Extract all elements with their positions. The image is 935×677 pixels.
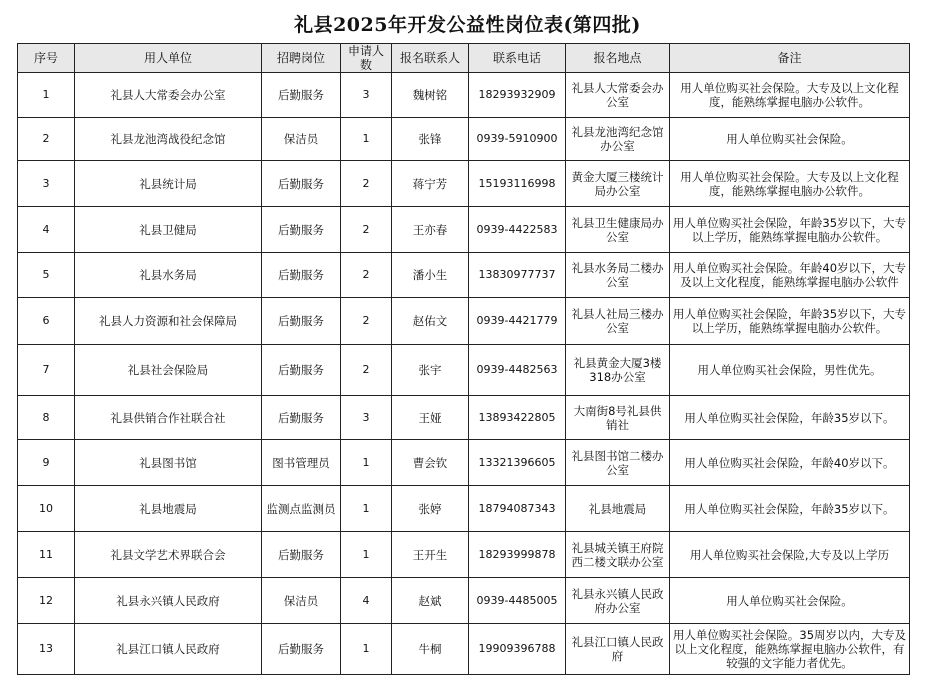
- cell-note: 用人单位购买社会保险，年龄35岁以下。: [670, 486, 910, 532]
- cell-unit: 礼县统计局: [75, 161, 262, 207]
- table-row: [18, 396, 910, 440]
- cell-contact: 蒋宁芳: [392, 161, 469, 207]
- cell-contact: 王娅: [392, 396, 469, 440]
- cell-phone: 0939-5910900: [469, 118, 566, 161]
- cell-no: 8: [18, 396, 75, 440]
- cell-post: 保洁员: [262, 578, 341, 624]
- cell-post: 后勤服务: [262, 345, 341, 396]
- cell-count: 4: [341, 578, 392, 624]
- table-row: [18, 161, 910, 207]
- cell-note: 用人单位购买社会保险,大专及以上学历: [670, 532, 910, 578]
- cell-count: 1: [341, 440, 392, 486]
- cell-note: 用人单位购买社会保险。年龄40岁以下，大专及以上文化程度，能熟练掌握电脑办公软件: [670, 253, 910, 298]
- cell-phone: 15193116998: [469, 161, 566, 207]
- cell-note: 用人单位购买社会保险。: [670, 118, 910, 161]
- table-row: [18, 486, 910, 532]
- table-row: [18, 578, 910, 624]
- header-cell-contact: 报名联系人: [392, 44, 469, 73]
- cell-no: 3: [18, 161, 75, 207]
- cell-unit: 礼县图书馆: [75, 440, 262, 486]
- table-row: [18, 345, 910, 396]
- cell-phone: 0939-4485005: [469, 578, 566, 624]
- cell-no: 12: [18, 578, 75, 624]
- cell-contact: 王开生: [392, 532, 469, 578]
- cell-contact: 赵佑文: [392, 298, 469, 345]
- cell-phone: 18293999878: [469, 532, 566, 578]
- cell-unit: 礼县地震局: [75, 486, 262, 532]
- cell-unit: 礼县永兴镇人民政府: [75, 578, 262, 624]
- cell-phone: 18794087343: [469, 486, 566, 532]
- header-cell-no: 序号: [18, 44, 75, 73]
- cell-place: 礼县卫生健康局办公室: [566, 207, 670, 253]
- cell-no: 9: [18, 440, 75, 486]
- cell-phone: 0939-4421779: [469, 298, 566, 345]
- cell-post: 监测点监测员: [262, 486, 341, 532]
- cell-count: 2: [341, 207, 392, 253]
- cell-count: 2: [341, 298, 392, 345]
- cell-unit: 礼县卫健局: [75, 207, 262, 253]
- cell-place: 黄金大厦三楼统计局办公室: [566, 161, 670, 207]
- cell-contact: 魏树铭: [392, 73, 469, 118]
- cell-place: 礼县城关镇王府院西二楼文联办公室: [566, 532, 670, 578]
- cell-post: 后勤服务: [262, 73, 341, 118]
- cell-phone: 19909396788: [469, 624, 566, 675]
- cell-count: 1: [341, 486, 392, 532]
- header-cell-post: 招聘岗位: [262, 44, 341, 73]
- cell-note: 用人单位购买社会保险，年龄35岁以下，大专以上学历，能熟练掌握电脑办公软件。: [670, 298, 910, 345]
- cell-post: 后勤服务: [262, 253, 341, 298]
- table-row: [18, 532, 910, 578]
- cell-phone: 13893422805: [469, 396, 566, 440]
- header-cell-place: 报名地点: [566, 44, 670, 73]
- cell-post: 后勤服务: [262, 298, 341, 345]
- cell-no: 13: [18, 624, 75, 675]
- cell-phone: 0939-4422583: [469, 207, 566, 253]
- cell-place: 礼县人社局三楼办公室: [566, 298, 670, 345]
- cell-post: 后勤服务: [262, 624, 341, 675]
- cell-note: 用人单位购买社会保险。大专及以上文化程度，能熟练掌握电脑办公软件。: [670, 73, 910, 118]
- table-row: [18, 440, 910, 486]
- cell-no: 10: [18, 486, 75, 532]
- cell-count: 1: [341, 624, 392, 675]
- cell-count: 1: [341, 118, 392, 161]
- table-row: [18, 73, 910, 118]
- header-cell-phone: 联系电话: [469, 44, 566, 73]
- cell-note: 用人单位购买社会保险，年龄35岁以下。: [670, 396, 910, 440]
- header-cell-note: 备注: [670, 44, 910, 73]
- cell-contact: 王亦春: [392, 207, 469, 253]
- cell-place: 礼县地震局: [566, 486, 670, 532]
- cell-post: 图书管理员: [262, 440, 341, 486]
- job-table: [17, 43, 910, 675]
- cell-unit: 礼县社会保险局: [75, 345, 262, 396]
- table-body: [18, 73, 910, 675]
- cell-phone: 13830977737: [469, 253, 566, 298]
- cell-count: 2: [341, 253, 392, 298]
- cell-count: 3: [341, 396, 392, 440]
- header-cell-unit: 用人单位: [75, 44, 262, 73]
- cell-phone: 18293932909: [469, 73, 566, 118]
- cell-post: 后勤服务: [262, 207, 341, 253]
- cell-contact: 张锋: [392, 118, 469, 161]
- cell-place: 礼县人大常委会办公室: [566, 73, 670, 118]
- cell-phone: 0939-4482563: [469, 345, 566, 396]
- cell-note: 用人单位购买社会保险，年龄35岁以下，大专以上学历，能熟练掌握电脑办公软件。: [670, 207, 910, 253]
- cell-contact: 张婷: [392, 486, 469, 532]
- page-title: 礼县2025年开发公益性岗位表(第四批): [294, 14, 641, 36]
- cell-contact: 牛桐: [392, 624, 469, 675]
- cell-post: 保洁员: [262, 118, 341, 161]
- cell-place: 礼县龙池湾纪念馆办公室: [566, 118, 670, 161]
- header-row: [18, 44, 910, 73]
- cell-unit: 礼县文学艺术界联合会: [75, 532, 262, 578]
- cell-unit: 礼县人力资源和社会保障局: [75, 298, 262, 345]
- cell-place: 礼县江口镇人民政府: [566, 624, 670, 675]
- cell-contact: 赵斌: [392, 578, 469, 624]
- cell-no: 11: [18, 532, 75, 578]
- cell-no: 5: [18, 253, 75, 298]
- table-row: [18, 253, 910, 298]
- cell-post: 后勤服务: [262, 161, 341, 207]
- cell-place: 礼县图书馆二楼办公室: [566, 440, 670, 486]
- cell-no: 2: [18, 118, 75, 161]
- table-row: [18, 207, 910, 253]
- cell-note: 用人单位购买社会保险。: [670, 578, 910, 624]
- cell-contact: 曹会钦: [392, 440, 469, 486]
- cell-unit: 礼县龙池湾战役纪念馆: [75, 118, 262, 161]
- cell-count: 2: [341, 345, 392, 396]
- cell-contact: 潘小生: [392, 253, 469, 298]
- cell-no: 4: [18, 207, 75, 253]
- cell-phone: 13321396605: [469, 440, 566, 486]
- cell-no: 6: [18, 298, 75, 345]
- header-cell-count: 申请人数: [341, 44, 392, 73]
- cell-note: 用人单位购买社会保险，年龄40岁以下。: [670, 440, 910, 486]
- cell-note: 用人单位购买社会保险。35周岁以内，大专及以上文化程度，能熟练掌握电脑办公软件，有较强的文字能力者优先。: [670, 624, 910, 675]
- cell-count: 1: [341, 532, 392, 578]
- table-row: [18, 298, 910, 345]
- cell-no: 7: [18, 345, 75, 396]
- cell-contact: 张宇: [392, 345, 469, 396]
- cell-count: 3: [341, 73, 392, 118]
- table-row: [18, 624, 910, 675]
- cell-note: 用人单位购买社会保险，男性优先。: [670, 345, 910, 396]
- table-row: [18, 118, 910, 161]
- cell-place: 礼县黄金大厦3楼318办公室: [566, 345, 670, 396]
- cell-note: 用人单位购买社会保险。大专及以上文化程度，能熟练掌握电脑办公软件。: [670, 161, 910, 207]
- cell-no: 1: [18, 73, 75, 118]
- cell-post: 后勤服务: [262, 532, 341, 578]
- cell-post: 后勤服务: [262, 396, 341, 440]
- cell-unit: 礼县供销合作社联合社: [75, 396, 262, 440]
- cell-place: 大南街8号礼县供销社: [566, 396, 670, 440]
- cell-place: 礼县永兴镇人民政府办公室: [566, 578, 670, 624]
- cell-unit: 礼县水务局: [75, 253, 262, 298]
- cell-place: 礼县水务局二楼办公室: [566, 253, 670, 298]
- cell-unit: 礼县江口镇人民政府: [75, 624, 262, 675]
- cell-count: 2: [341, 161, 392, 207]
- cell-unit: 礼县人大常委会办公室: [75, 73, 262, 118]
